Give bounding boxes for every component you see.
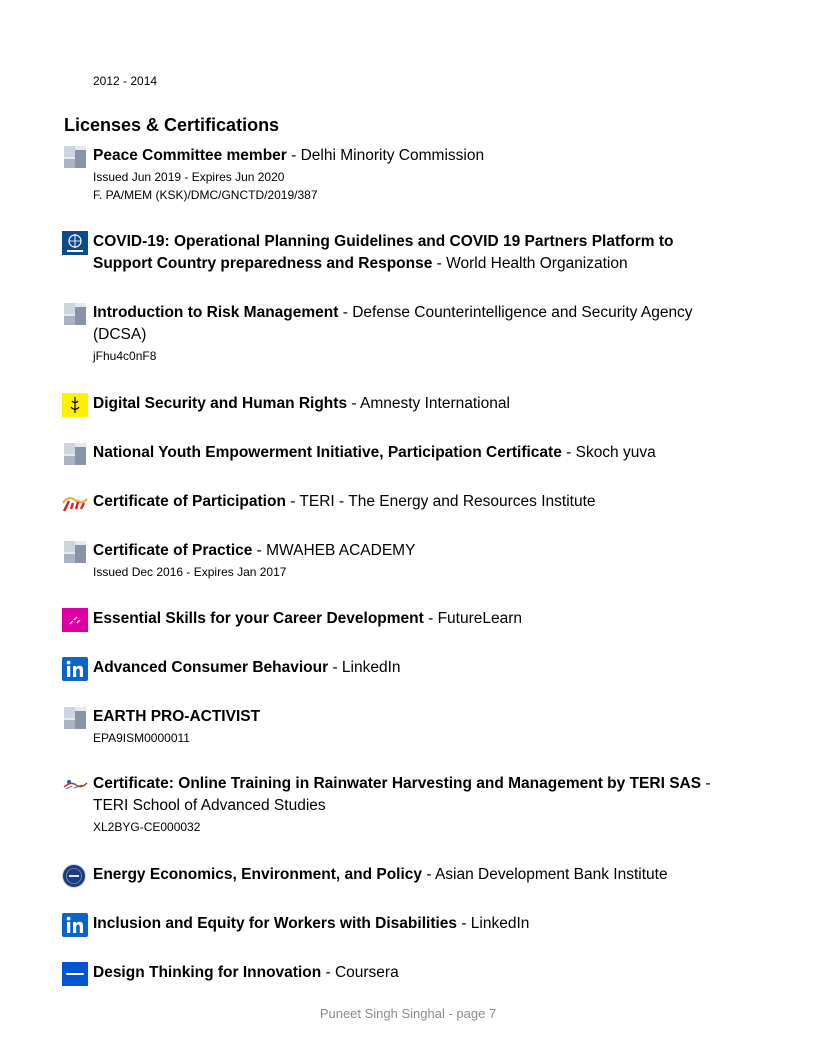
certification-name: Advanced Consumer Behaviour [93,659,329,676]
placeholder-logo-icon [62,442,88,466]
previous-entry-dates: 2012 - 2014 [93,74,158,88]
certification-name: Inclusion and Equity for Workers with Disabilities [93,915,458,932]
certification-issuer: - TERI - The Energy and Resources Institute [285,493,596,510]
amnesty-logo-icon [62,393,88,417]
credential-id: EPA9ISM0000011 [93,731,190,745]
certification-issuer: - LinkedIn [328,659,401,676]
certification-item [62,491,712,513]
certification-name: National Youth Empowerment Initiative, Participation Certificate [93,444,562,461]
certification-issuer: - TERI School of Advanced Studies [93,775,711,814]
certification-item [62,962,712,984]
certification-name: COVID-19: Operational Planning Guidelines and COVID 19 Partners Platform to Support Country preparedness and Response [93,233,674,272]
placeholder-logo-icon [62,540,88,564]
certification-item [62,608,712,630]
section-title: Licenses & Certifications [64,115,280,135]
teri-sas-logo-icon [62,773,88,797]
futurelearn-logo-icon [62,608,88,632]
certification-item [62,913,712,935]
certification-item [62,864,712,886]
page-footer: Puneet Singh Singhal - page 7 [319,1006,497,1021]
certification-issuer: - FutureLearn [423,610,523,627]
certification-issuer: - Asian Development Bank Institute [422,866,668,883]
certification-name: Certificate of Participation [93,493,286,510]
certification-name: EARTH PRO-ACTIVIST [93,708,261,725]
certification-issuer: - LinkedIn [457,915,530,932]
certification-issuer: - Coursera [321,964,399,981]
credential-id: jFhu4c0nF8 [93,349,157,363]
certification-issuer: - Defense Counterintelligence and Security Agency (DCSA) [93,304,693,343]
certification-name: Design Thinking for Innovation [93,964,322,981]
certification-issuer: - Amnesty International [347,395,510,412]
certification-name: Certificate: Online Training in Rainwater Harvesting and Management by TERI SAS [93,775,702,792]
coursera-logo-icon [62,962,88,986]
certification-item [62,302,712,365]
certification-meta: Issued Dec 2016 - Expires Jan 2017 [93,565,287,579]
certification-name: Essential Skills for your Career Development [93,610,424,627]
placeholder-logo-icon [62,302,88,326]
credential-id: F. PA/MEM (KSK)/DMC/GNCTD/2019/387 [93,188,318,202]
placeholder-logo-icon [62,145,88,169]
certification-item [62,540,712,581]
certification-item [62,393,712,415]
certification-item [62,657,712,679]
credential-id: XL2BYG-CE000032 [93,820,201,834]
teri-logo-icon [62,491,88,515]
certification-item [62,231,712,275]
certification-issuer: - Skoch yuva [561,444,656,461]
linkedin-logo-icon [62,913,88,937]
linkedin-logo-icon [62,657,88,681]
adb-institute-logo-icon [62,864,86,888]
certification-item [62,773,712,836]
certification-meta: Issued Jun 2019 - Expires Jun 2020 [93,170,285,184]
certification-issuer: - Delhi Minority Commission [286,147,485,164]
certification-issuer: - MWAHEB ACADEMY [252,542,416,559]
who-logo-icon [62,231,88,255]
certification-name: Digital Security and Human Rights [93,395,348,412]
certification-item [62,706,712,747]
certification-item [62,442,712,464]
certification-item [62,145,712,204]
certification-name: Energy Economics, Environment, and Policy [93,866,423,883]
certification-name: Certificate of Practice [93,542,253,559]
certification-name: Introduction to Risk Management [93,304,339,321]
placeholder-logo-icon [62,706,88,730]
certification-name: Peace Committee member [93,147,287,164]
certification-issuer: - World Health Organization [432,255,628,272]
